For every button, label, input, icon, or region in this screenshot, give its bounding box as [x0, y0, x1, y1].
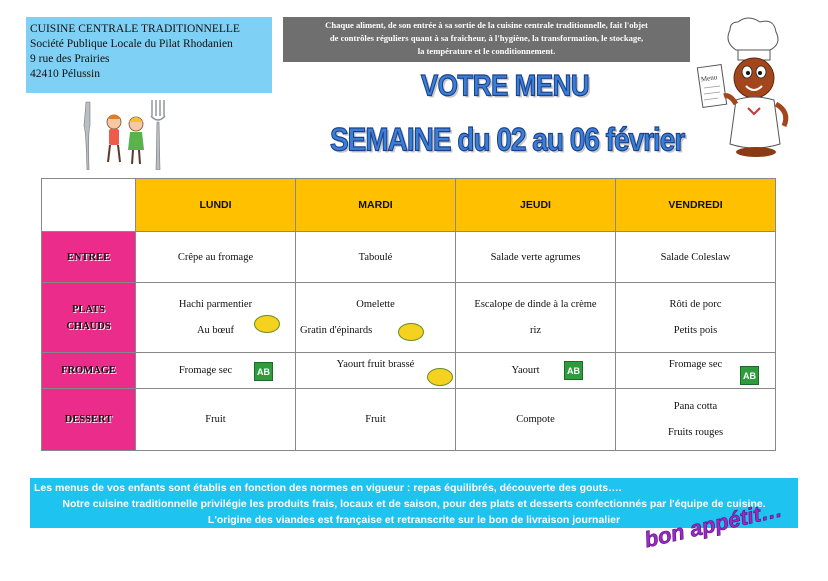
kids-cutlery-illustration [78, 98, 168, 170]
cell-fromage-lundi [136, 353, 296, 389]
dish-text: Yaourt fruit brassé [336, 359, 415, 370]
row-header-plats [42, 283, 136, 353]
cell-plats-jeudi [456, 283, 616, 353]
row-header-fromage: FROMAGE [42, 353, 136, 389]
ab-organic-icon: AB [740, 366, 759, 385]
dish-line: riz [529, 324, 542, 336]
dish-line: Rôti de porc [669, 298, 722, 310]
street: 9 rue des Prairies [30, 53, 110, 65]
cell-entree-vendredi: Salade Coleslaw [616, 232, 776, 283]
cell-entree-lundi: Crêpe au fromage [136, 232, 296, 283]
quality-notice [283, 17, 690, 62]
notice-line-2: de contrôles réguliers quant à sa fraicheur, à l'hygiène, la transformation, le stockage, [329, 33, 644, 43]
cell-entree-mardi: Taboulé [296, 232, 456, 283]
cell-dessert-jeudi: Compote [456, 389, 616, 451]
dish-line: Fruits rouges [667, 426, 724, 438]
cell-plats-vendredi [616, 283, 776, 353]
ab-organic-icon: AB [254, 362, 273, 381]
org-name: CUISINE CENTRALE TRADITIONNELLE [30, 23, 240, 35]
footer-line-3: L'origine des viandes est française et retranscrite sur le bon de livraison journalier [207, 514, 621, 526]
table-row-fromage [42, 353, 776, 389]
footer-line-2: Notre cuisine traditionnelle privilégie les produits frais, locaux et de saison, pour des plats et desserts confectionnés par l'équipe de cuisine. [62, 498, 766, 510]
day-header-lundi: LUNDI [136, 179, 296, 232]
notice-line-1: Chaque aliment, de son entrée à sa sortie de la cuisine centrale traditionnelle, fait l'objet [325, 20, 648, 30]
cell-entree-jeudi: Salade verte agrumes [456, 232, 616, 283]
bon-appetit-signoff: bon appétit… [642, 496, 785, 553]
chef-illustration [696, 16, 802, 160]
cell-fromage-mardi [296, 353, 456, 389]
row-header-plats-line2: CHAUDS [66, 320, 111, 332]
coalim-label-icon [398, 323, 424, 341]
footer-line-1: Les menus de vos enfants sont établis en fonction des normes en vigueur : repas équilibrés, découverte des gouts…. [34, 482, 622, 494]
dish-line: Au bœuf [196, 324, 235, 336]
org-subtitle: Société Publique Locale du Pilat Rhodanien [30, 38, 233, 50]
table-row-entree [42, 232, 776, 283]
table-row-plats [42, 283, 776, 353]
dish-text: Fromage sec [668, 359, 723, 370]
dish-line: Gratin d'épinards [300, 324, 373, 336]
dish-line: Hachi parmentier [178, 298, 253, 310]
cell-dessert-lundi: Fruit [136, 389, 296, 451]
cell-dessert-mardi: Fruit [296, 389, 456, 451]
address-block [26, 17, 272, 93]
dish-line: Pana cotta [673, 400, 718, 412]
week-title: SEMAINE du 02 au 06 février [330, 121, 685, 158]
city: 42410 Pélussin [30, 68, 100, 80]
coalim-label-icon [427, 368, 453, 386]
row-header-entree: ENTREE [42, 232, 136, 283]
table-row-dessert [42, 389, 776, 451]
cell-fromage-jeudi [456, 353, 616, 389]
chef-menu-sign: Menu [700, 73, 718, 84]
ab-organic-icon: AB [564, 361, 583, 380]
menu-table [41, 178, 776, 451]
cell-fromage-vendredi [616, 353, 776, 389]
dish-line: Escalope de dinde à la crème [474, 298, 597, 310]
days-header-row [42, 179, 776, 232]
notice-line-3: la température et le conditionnement. [417, 46, 556, 56]
cell-dessert-vendredi [616, 389, 776, 451]
day-header-vendredi: VENDREDI [616, 179, 776, 232]
dish-line: Omelette [356, 298, 395, 310]
cell-plats-lundi [136, 283, 296, 353]
menu-title: VOTRE MENU [420, 67, 590, 103]
dish-line: Petits pois [673, 324, 718, 336]
dish-text: Yaourt [511, 365, 540, 376]
corner-cell [42, 179, 136, 232]
cell-plats-mardi [296, 283, 456, 353]
dish-text: Fromage sec [178, 365, 233, 376]
day-header-mardi: MARDI [296, 179, 456, 232]
day-header-jeudi: JEUDI [456, 179, 616, 232]
row-header-dessert: DESSERT [42, 389, 136, 451]
row-header-plats-line1: PLATS [71, 303, 106, 315]
coalim-label-icon [254, 315, 280, 333]
